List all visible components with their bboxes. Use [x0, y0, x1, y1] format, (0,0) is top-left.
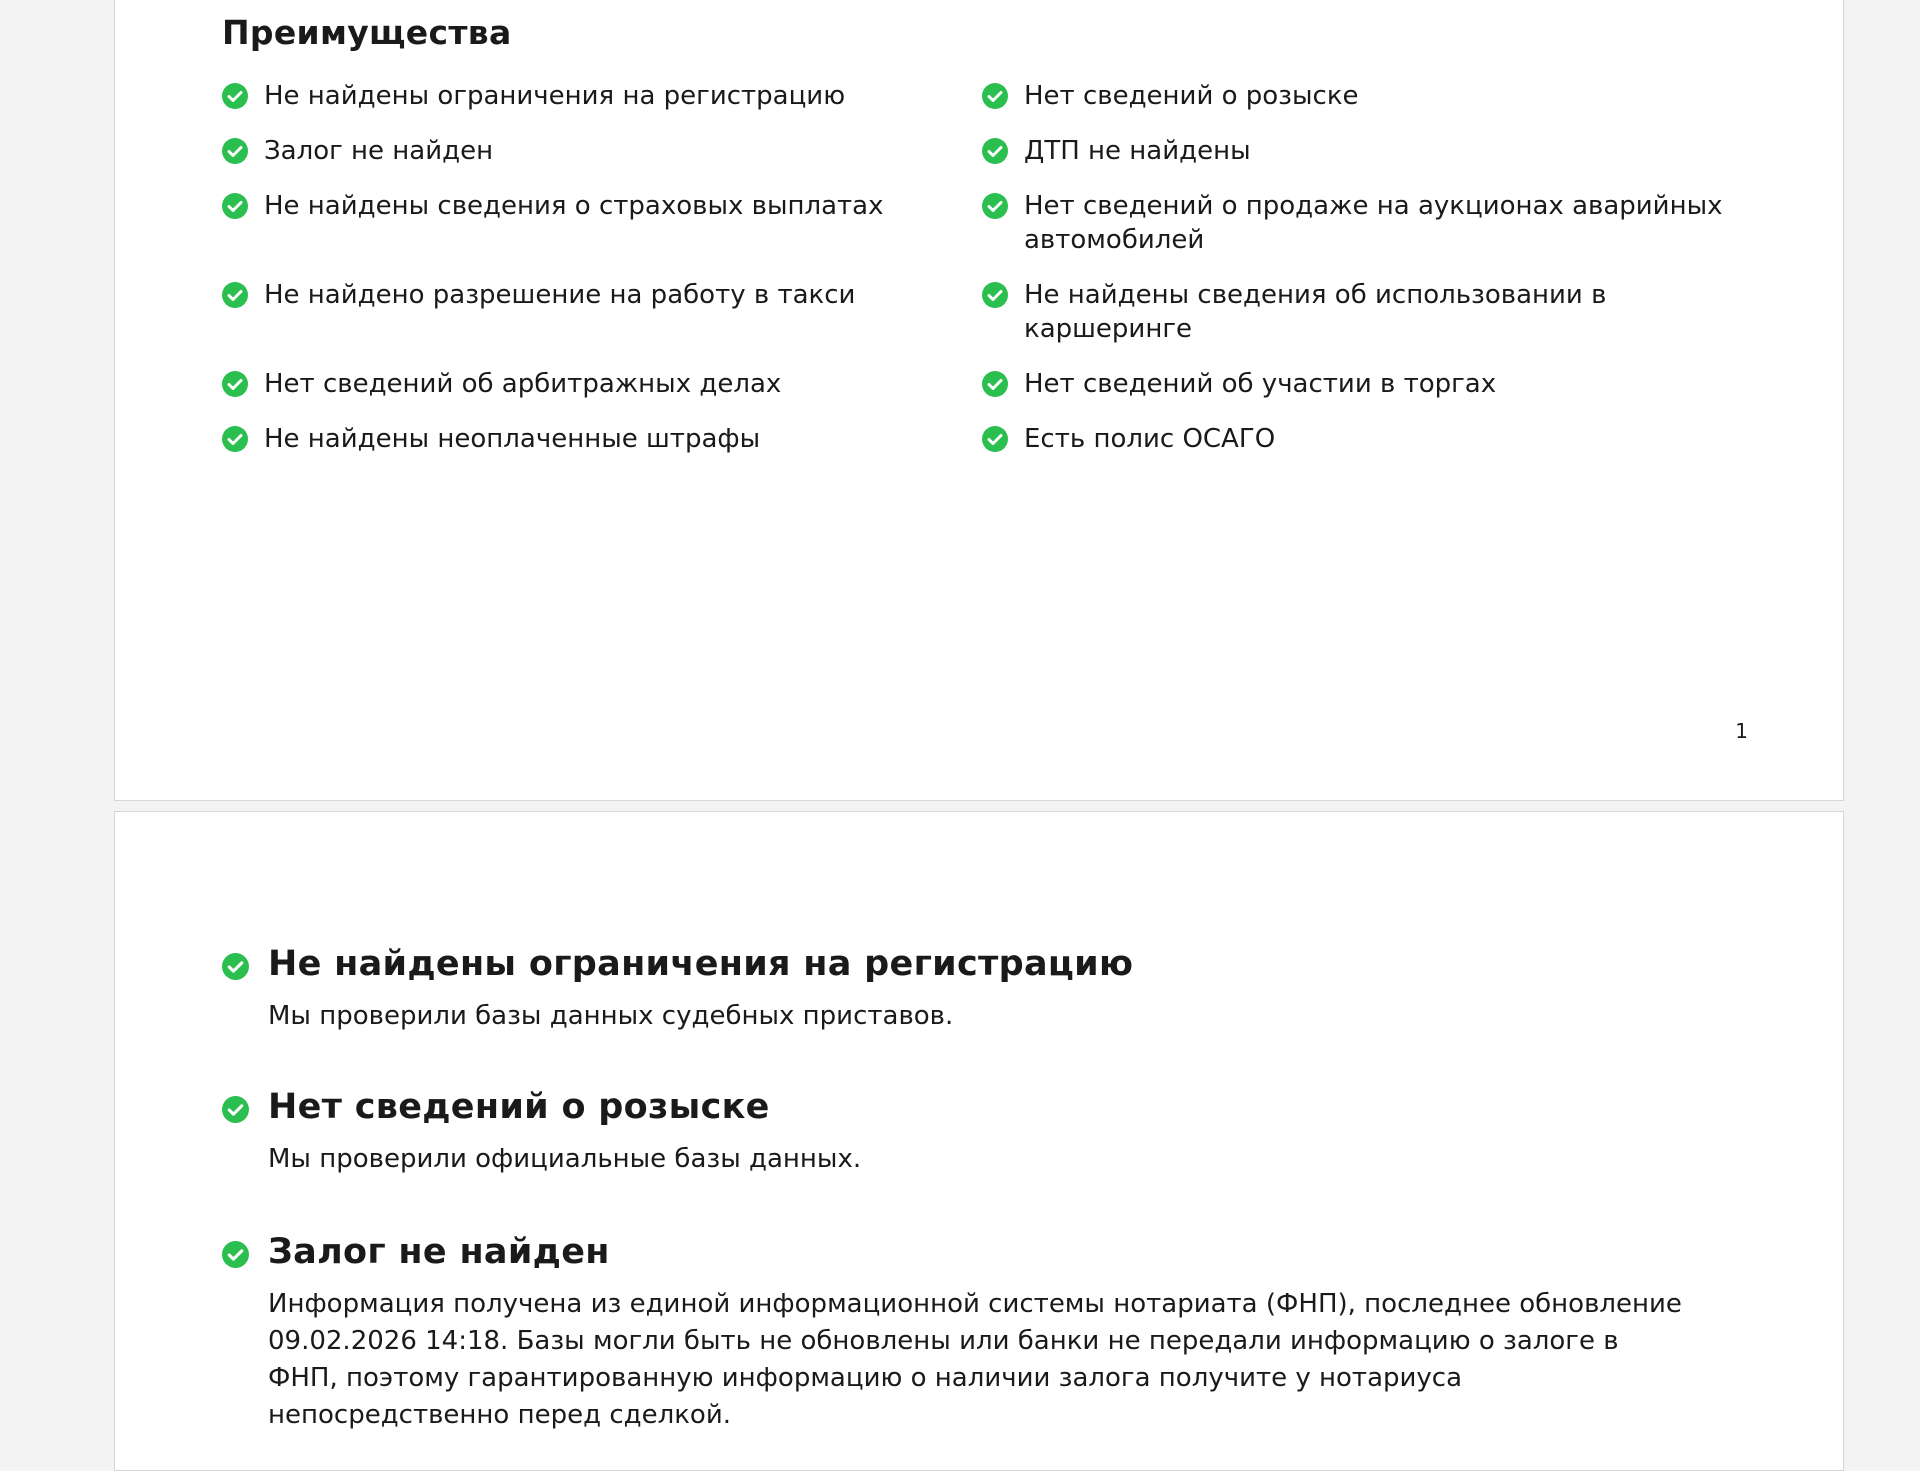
check-circle-icon: [982, 83, 1008, 109]
advantage-item: [982, 278, 1742, 346]
report-page-1: [114, 0, 1844, 801]
advantage-label: Нет сведений об арбитражных делах: [264, 369, 782, 399]
detail-text: Мы проверили официальные базы данных.: [268, 1144, 862, 1174]
check-circle-icon: [222, 138, 248, 164]
check-circle-icon: [222, 282, 248, 308]
detail-section: [222, 1085, 1722, 1178]
advantage-label: Не найдены сведения о страховых выплатах: [264, 191, 884, 221]
advantage-item: [222, 278, 942, 312]
detail-title: [222, 1230, 1722, 1274]
check-circle-icon: [222, 953, 249, 980]
detail-title: [222, 1085, 1722, 1129]
detail-text: Информация получена из единой информационной системы нотариата (ФНП), последнее обновление 09.02.2026 14:18. Базы могли быть не обновлены или банки не передали информацию о залоге в ФНП, поэтому гарантированную информацию о наличии залога получите у нотариуса непосредственно перед сделкой.: [268, 1289, 1682, 1430]
check-circle-icon: [982, 371, 1008, 397]
advantage-label: Нет сведений об участии в торгах: [1024, 369, 1497, 399]
advantage-label: Залог не найден: [264, 136, 494, 166]
advantage-label: Не найдены ограничения на регистрацию: [264, 81, 846, 111]
check-circle-icon: [222, 193, 248, 219]
advantage-label: Не найдено разрешение на работу в такси: [264, 280, 856, 310]
advantages-list-left: [222, 79, 942, 477]
advantage-label: Нет сведений о продаже на аукционах аварийных автомобилей: [1024, 191, 1723, 255]
section-title-advantages: Преимущества: [222, 13, 512, 52]
detail-text: Мы проверили базы данных судебных приставов.: [268, 1001, 954, 1031]
advantages-list-right: [982, 79, 1742, 477]
page-number: 1: [1735, 719, 1748, 743]
detail-section: [222, 1230, 1722, 1434]
check-circle-icon: [222, 426, 248, 452]
check-circle-icon: [982, 282, 1008, 308]
advantage-label: Не найдены сведения об использовании в каршеринге: [1024, 280, 1607, 344]
advantage-item: [222, 134, 942, 168]
advantage-label: ДТП не найдены: [1024, 136, 1251, 166]
check-circle-icon: [982, 138, 1008, 164]
detail-title: [222, 942, 1722, 986]
advantage-item: [222, 189, 942, 223]
check-circle-icon: [222, 1241, 249, 1268]
advantage-item: [982, 367, 1742, 401]
check-circle-icon: [982, 426, 1008, 452]
advantage-label: Не найдены неоплаченные штрафы: [264, 424, 761, 454]
detail-section: [222, 942, 1722, 1035]
advantage-item: [982, 134, 1742, 168]
advantage-label: Нет сведений о розыске: [1024, 81, 1359, 111]
check-circle-icon: [222, 83, 248, 109]
advantage-label: Есть полис ОСАГО: [1024, 424, 1276, 454]
advantage-item: [222, 422, 942, 456]
detail-title-text: Залог не найден: [268, 1232, 610, 1272]
check-circle-icon: [222, 371, 248, 397]
advantage-item: [982, 422, 1742, 456]
advantage-item: [982, 189, 1742, 257]
advantage-item: [982, 79, 1742, 113]
detail-title-text: Нет сведений о розыске: [268, 1087, 770, 1127]
advantage-item: [222, 79, 942, 113]
check-circle-icon: [982, 193, 1008, 219]
report-page-2: [114, 811, 1844, 1471]
check-circle-icon: [222, 1096, 249, 1123]
detail-title-text: Не найдены ограничения на регистрацию: [268, 944, 1134, 984]
advantage-item: [222, 367, 942, 401]
